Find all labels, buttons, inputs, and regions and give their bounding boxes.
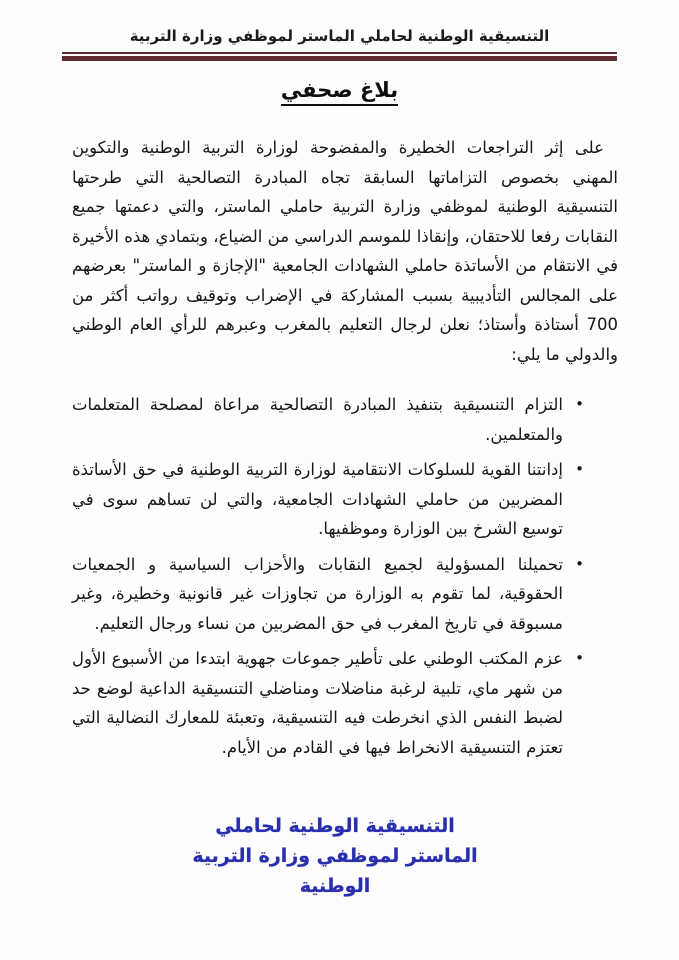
intro-paragraph: على إثر التراجعات الخطيرة والمفضوحة لوزارة التربية الوطنية والتكوين المهني بخصوص التزاماتها السابقة تجاه المبادرة التصالحية التي طرحتها التنسيقية الوطنية لموظفي وزارة التربية حاملي الماستر، والتي دعمتها جميع النقابات رفعا للاحتقان، وإنقاذا للموسم الدراسي من الضياع، وبتمادي هذه الأخيرة في الانتقام من الأساتذة حاملي الشهادات الجامعية "الإجازة و الماستر" بعرضهم على المجالس التأديبية بسبب المشاركة في الإضراب وتوقيف رواتب أكثر من 700 أستاذة وأستاذ؛ نعلن لرجال التعليم بالمغرب وعبرهم للرأي العام الوطني والدولي ما يلي: — [72, 138, 618, 364]
header-rule-thick-line — [62, 56, 617, 61]
title-row — [0, 78, 679, 106]
bullet-text: تحميلنا المسؤولية لجميع النقابات والأحزاب السياسية و الجمعيات الحقوقية، لما تقوم به الوزارة من تجاوزات غير قانونية وخطيرة، وغير مسبوقة في تاريخ المغرب في حق المضربين من نساء ورجال التعليم. — [72, 554, 563, 633]
press-release-title: بلاغ صحفي — [281, 78, 398, 106]
bullet-item — [72, 550, 618, 639]
document-body — [72, 133, 618, 901]
signature-line-3: الوطنية — [299, 875, 371, 897]
bullet-icon: • — [575, 460, 584, 478]
header-rule-divider — [62, 52, 617, 61]
bullet-list — [72, 390, 618, 762]
bullet-icon: • — [575, 395, 584, 413]
signature-line-1: التنسيقية الوطنية لحاملي — [215, 815, 455, 837]
header-org-name: التنسيقية الوطنية لحاملي الماستر لموظفي وزارة التربية — [129, 27, 550, 45]
bullet-text: عزم المكتب الوطني على تأطير جموعات جهوية ابتدءا من الأسبوع الأول من شهر ماي، تلبية لرغبة مناضلات ومناضلي التنسيقية الداعية لوضع حد لضبط النفس الذي انخرطت فيه التنسيقية، وتعبئة للمعارك النضالية التي تعتزم التنسيقية الانخراط فيها في القادم من الأيام. — [72, 649, 563, 757]
bullet-item — [72, 455, 618, 544]
signature-stamp — [175, 811, 495, 901]
bullet-icon: • — [575, 649, 584, 667]
bullet-text: إدانتنا القوية للسلوكات الانتقامية لوزارة التربية الوطنية في حق الأساتذة المضربين من حاملي الشهادات الجامعية، والتي لن تساهم سوى في توسيع الشرخ بين الوزارة وموظفيها. — [72, 460, 563, 538]
bullet-text: التزام التنسيقية بتنفيذ المبادرة التصالحية مراعاة لمصلحة المتعلمات والمتعلمين. — [72, 395, 563, 444]
signature-line-2: الماستر لموظفي وزارة التربية — [192, 845, 478, 867]
bullet-item — [72, 390, 618, 449]
bullet-icon: • — [575, 554, 584, 573]
bullet-item — [72, 644, 618, 762]
